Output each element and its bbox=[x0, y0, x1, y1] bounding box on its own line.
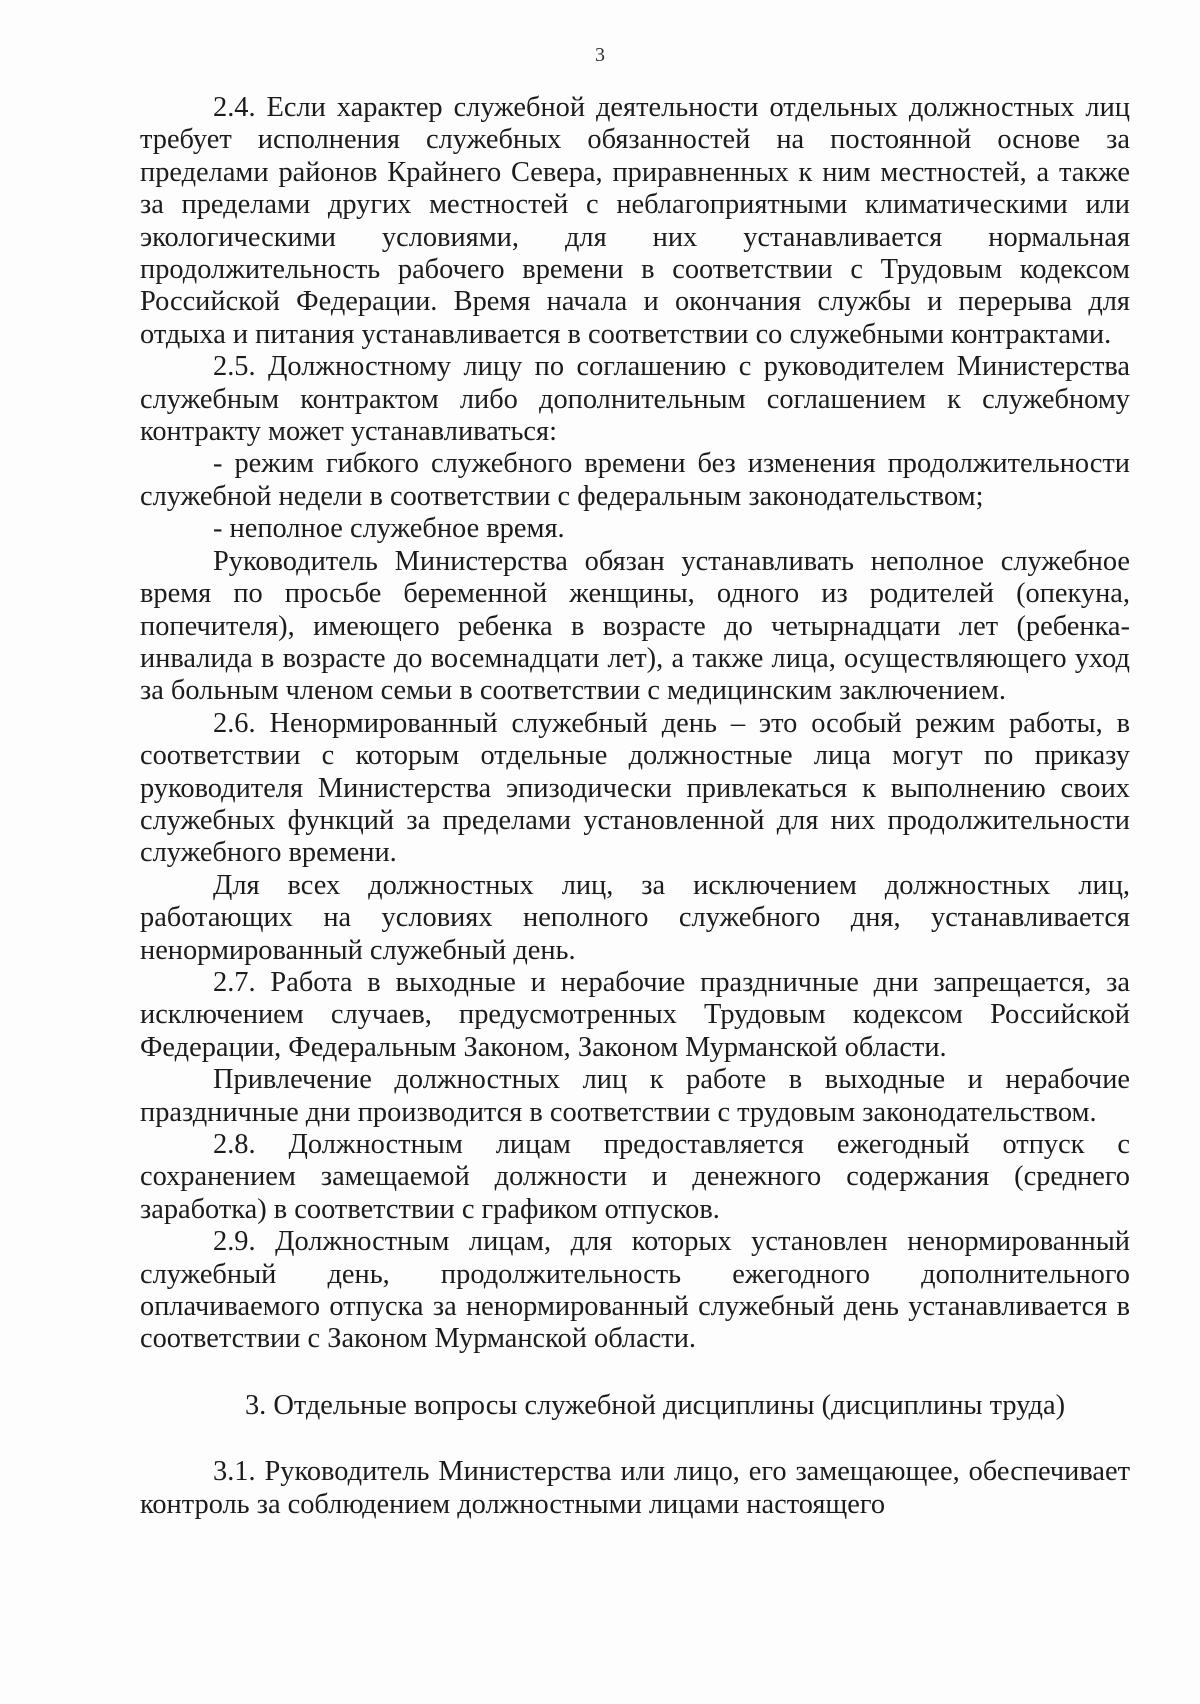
document-body bbox=[140, 92, 1130, 1521]
list-item-flexible-time: - режим гибкого служебного времени без изменения продолжительности служебной недели в соответствии с федеральным законодательством; bbox=[140, 448, 1130, 512]
paragraph-3-1: 3.1. Руководитель Министерства или лицо, его замещающее, обеспечивает контроль за соблюдением должностными лицами настоящего bbox=[140, 1456, 1130, 1520]
paragraph-2-7: 2.7. Работа в выходные и нерабочие праздничные дни запрещается, за исключением случаев, предусмотренных Трудовым кодексом Российской Федерации, Федеральным Законом, Законом Мурманской области. bbox=[140, 966, 1130, 1063]
paragraph-2-8: 2.8. Должностным лицам предоставляется ежегодный отпуск с сохранением замещаемой должности и денежного содержания (среднего заработка) в соответствии с графиком отпусков. bbox=[140, 1129, 1130, 1225]
list-item-part-time: - неполное служебное время. bbox=[213, 513, 565, 545]
paragraph-2-4: 2.4. Если характер служебной деятельности отдельных должностных лиц требует исполнения служебных обязанностей на постоянной основе за пределами районов Крайнего Севера, приравненных к ним местностей, а также за пределами других местностей с неблагоприятными климатическими или экологическими условиями, для них устанавливается нормальная продолжительность рабочего времени в соответствии с Трудовым кодексом Российской Федерации. Время начала и окончания службы и перерыва для отдыха и питания устанавливается в соответствии со служебными контрактами. bbox=[140, 92, 1130, 350]
paragraph-2-9: 2.9. Должностным лицам, для которых установлен ненормированный служебный день, продолжительность ежегодного дополнительного оплачиваемого отпуска за ненормированный служебный день устанавливается в соответствии с Законом Мурманской области. bbox=[140, 1226, 1130, 1355]
page-number: 3 bbox=[595, 44, 605, 66]
paragraph-part-time-obligation: Руководитель Министерства обязан устанавливать неполное служебное время по просьбе беременной женщины, одного из родителей (опекуна, попечителя), имеющего ребенка в возрасте до четырнадцати лет (ребенка-инвалида в возрасте до восемнадцати лет), а также лица, осуществляющего уход за больным членом семьи в соответствии с медицинским заключением. bbox=[140, 545, 1130, 707]
paragraph-holiday-work: Привлечение должностных лиц к работе в выходные и нерабочие праздничные дни производится в соответствии с трудовым законодательством. bbox=[140, 1064, 1130, 1128]
paragraph-irregular-day: Для всех должностных лиц, за исключением должностных лиц, работающих на условиях неполного служебного дня, устанавливается ненормированный служебный день. bbox=[140, 869, 1130, 966]
section-heading-3: 3. Отдельные вопросы служебной дисциплины (дисциплины труда) bbox=[244, 1389, 1066, 1421]
paragraph-2-6: 2.6. Ненормированный служебный день – это особый режим работы, в соответствии с которым отдельные должностные лица могут по приказу руководителя Министерства эпизодически привлекаться к выполнению своих служебных функций за пределами установленной для них продолжительности служебного времени. bbox=[140, 707, 1130, 869]
paragraph-2-5: 2.5. Должностному лицу по соглашению с руководителем Министерства служебным контрактом либо дополнительным соглашением к служебному контракту может устанавливаться: bbox=[140, 351, 1130, 448]
